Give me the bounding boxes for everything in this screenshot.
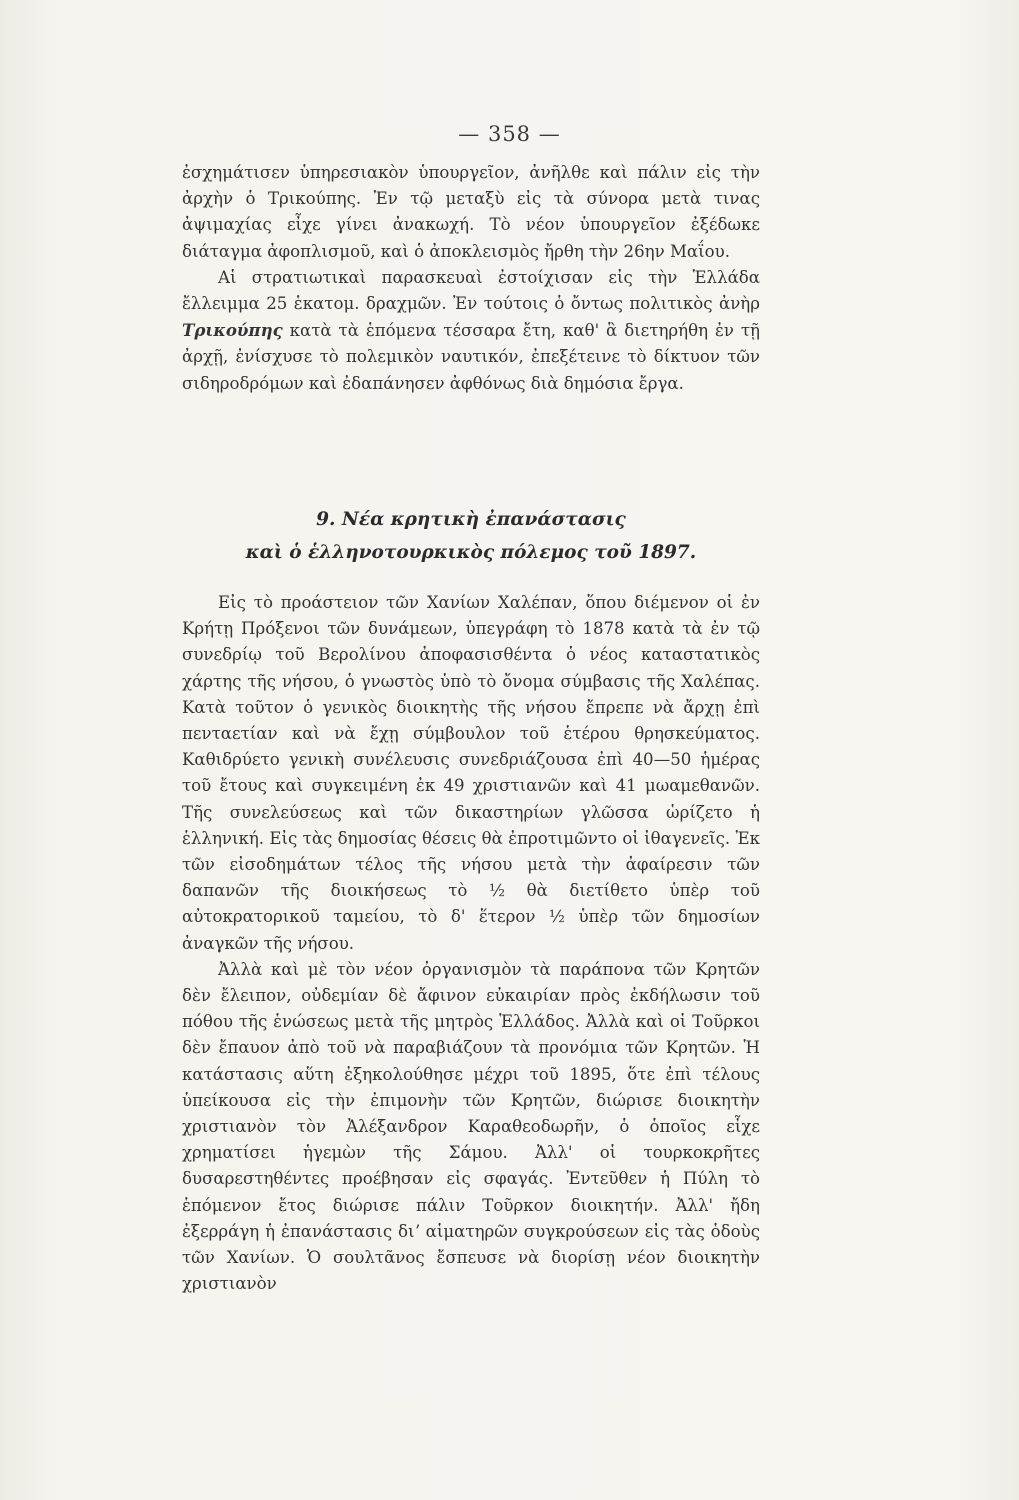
section-heading	[182, 503, 760, 569]
section-paragraph-1: Εἰς τὸ προάστειον τῶν Χανίων Χαλέπαν, ὅπου διέμενον οἱ ἐν Κρήτῃ Πρόξενοι τῶν δυνάμεων, ὑπεγράφη τὸ 1878 κατὰ τὰ ἐν τῷ συνεδρίῳ τοῦ Βερολίνου ἀποφασισθέντα ὁ νέος καταστατικὸς χάρτης τῆς νήσου, ὁ γνωστὸς ὑπὸ τὸ ὄνομα σύμβασις τῆς Χαλέπας. Κατὰ τοῦτον ὁ γενικὸς διοικητὴς τῆς νήσου ἔπρεπε νὰ ἄρχῃ ἐπὶ πενταετίαν καὶ νὰ ἔχῃ σύμβουλον τοῦ ἑτέρου θρησκεύματος. Καθιδρύετο γενικὴ συνέλευσις συνεδριάζουσα ἐπὶ 40—50 ἡμέρας τοῦ ἔτους καὶ συγκειμένη ἐκ 49 χριστιανῶν καὶ 41 μωαμεθανῶν. Τῆς συνελεύσεως καὶ τῶν δικαστηρίων γλῶσσα ὡρίζετο ἡ ἑλληνική. Εἰς τὰς δημοσίας θέσεις θὰ ἐπροτιμῶντο οἱ ἰθαγενεῖς. Ἐκ τῶν εἰσοδημάτων τέλος τῆς νήσου μετὰ τὴν ἀφαίρεσιν τῶν δαπανῶν τῆς διοικήσεως τὸ ½ θὰ διετίθετο ὑπὲρ τοῦ αὐτοκρατορικοῦ ταμείου, τὸ δ' ἕτερον ½ ὑπὲρ τῶν δημοσίων ἀναγκῶν τῆς νήσου.	[182, 593, 760, 953]
opening-paragraph-1: ἐσχημάτισεν ὑπηρεσιακὸν ὑπουργεῖον, ἀνῆλθε καὶ πάλιν εἰς τὴν ἀρχὴν ὁ Τρικούπης. Ἐν τῷ μεταξὺ εἰς τὰ σύνορα μετὰ τινας ἀψιμαχίας εἶχε γίνει ἀνακωχή. Τὸ νέον ὑπουργεῖον ἐξέδωκε διάταγμα ἀφοπλισμοῦ, καὶ ὁ ἀποκλεισμὸς ἤρθη τὴν 26ην Μαΐου.	[182, 163, 760, 261]
opening-text-block	[182, 160, 760, 397]
section-text-block	[182, 590, 760, 1297]
trikoupis-name: Τρικούπης	[182, 320, 283, 341]
section-heading-line-1: 9. Νέα κρητικὴ ἐπανάστασις	[316, 509, 626, 530]
opening-paragraph-2-post: κατὰ τὰ ἑπόμενα τέσσαρα ἔτη, καθ' ἃ διετηρήθη ἐν τῇ ἀρχῇ, ἐνίσχυσε τὸ πολεμικὸν ναυτικόν, ἐπεξέτεινε τὸ δίκτυον τῶν σιδηροδρόμων καὶ ἐδαπάνησεν ἀφθόνως διὰ δημόσια ἔργα.	[182, 321, 760, 393]
section-paragraph-2: Ἀλλὰ καὶ μὲ τὸν νέον ὀργανισμὸν τὰ παράπονα τῶν Κρητῶν δὲν ἔλειπον, οὐδεμίαν δὲ ἄφινον εὐκαιρίαν πρὸς ἐκδήλωσιν τοῦ πόθου τῆς ἑνώσεως μετὰ τῆς μητρὸς Ἑλλάδος. Ἀλλὰ καὶ οἱ Τοῦρκοι δὲν ἔπαυον ἀπὸ τοῦ νὰ παραβιάζουν τὰ προνόμια τῶν Κρητῶν. Ἡ κατάστασις αὕτη ἐξηκολούθησε μέχρι τοῦ 1895, ὅτε ἐπὶ τέλους ὑπείκουσα εἰς τὴν ἐπιμονὴν τῶν Κρητῶν, διώρισε διοικητὴν χριστιανὸν τὸν Ἀλέξανδρον Καραθεοδωρῆν, ὁ ὁποῖος εἶχε χρηματίσει ἡγεμὼν τῆς Σάμου. Ἀλλ' οἱ τουρκοκρῆτες δυσαρεστηθέντες προέβησαν εἰς σφαγάς. Ἐντεῦθεν ἡ Πύλη τὸ ἑπόμενον ἔτος διώρισε πάλιν Τοῦρκον διοικητήν. Ἀλλ' ἤδη ἐξερράγη ἡ ἐπανάστασις διʼ αἱματηρῶν συγκρούσεων εἰς τὰς ὁδοὺς τῶν Χανίων. Ὁ σουλτᾶνος ἔσπευσε νὰ διορίσῃ νέον διοικητὴν χριστιανὸν	[182, 959, 760, 1294]
page-number: — 358 —	[458, 122, 561, 146]
section-heading-line-2: καὶ ὁ ἑλληνοτουρκικὸς πόλεμος τοῦ 1897.	[245, 542, 697, 563]
opening-paragraph-2-pre: Αἱ στρατιωτικαὶ παρασκευαὶ ἐστοίχισαν εἰς τὴν Ἑλλάδα ἔλλειμμα 25 ἑκατομ. δραχμῶν. Ἐν τούτοις ὁ ὄντως πολιτικὸς ἀνὴρ	[182, 267, 760, 314]
opening-paragraph-2	[182, 265, 760, 397]
